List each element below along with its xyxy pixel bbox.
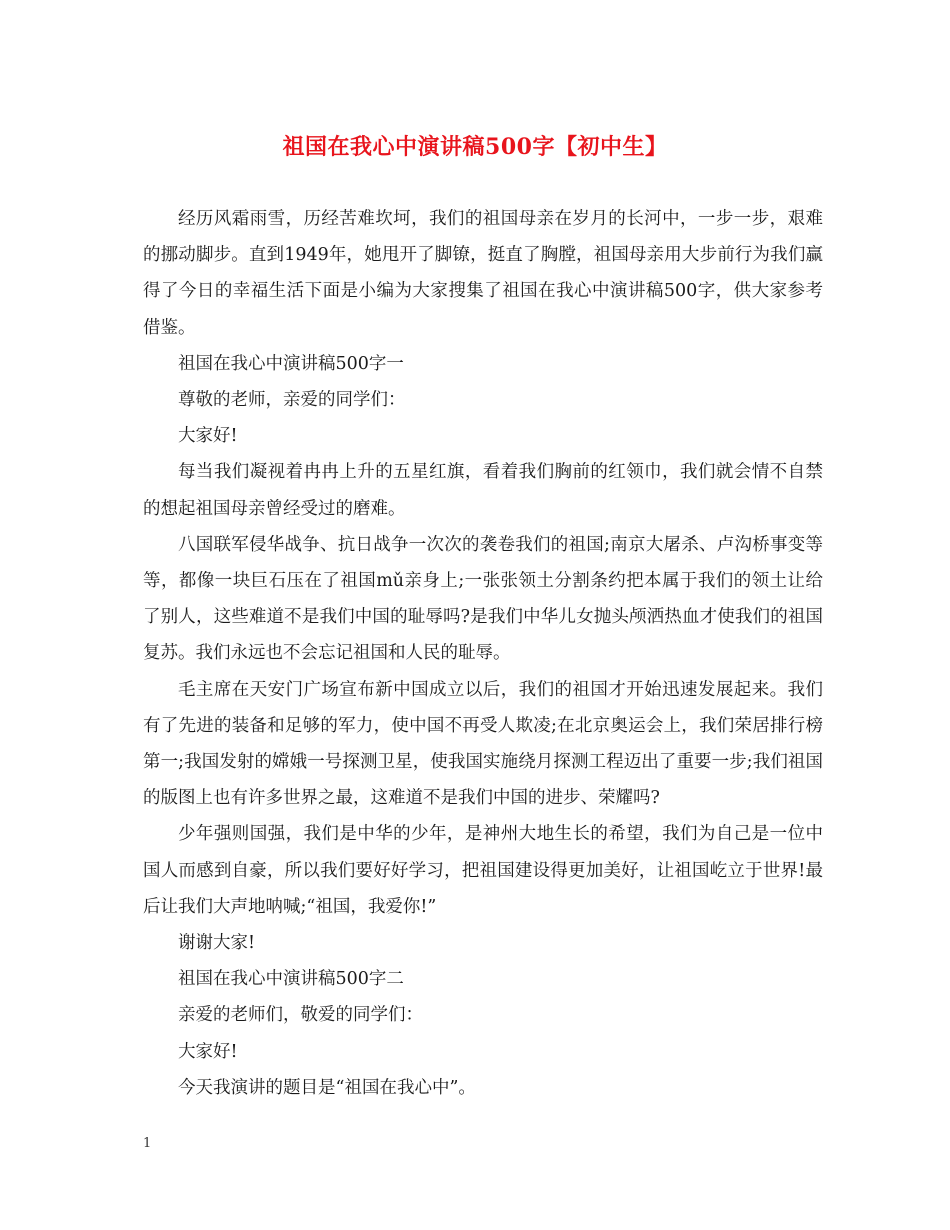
page-number: 1	[143, 1136, 152, 1151]
body-paragraph: 今天我演讲的题目是“祖国在我心中”。	[178, 1077, 476, 1098]
salutation-line: 亲爱的老师们，敬爱的同学们：	[178, 1005, 423, 1026]
section-heading-one: 祖国在我心中演讲稿500字一	[178, 353, 404, 374]
section-heading-two: 祖国在我心中演讲稿500字二	[178, 969, 404, 990]
body-paragraph: 毛主席在天安门广场宣布新中国成立以后，我们的祖国才开始迅速发展起来。我们有了先进的装备和足够的军力，使中国不再受人欺凌;在北京奥运会上，我们荣居排行榜第一;我国发射的嫦娥一号探测卫星，使我国实施绕月探测工程迈出了重要一步;我们祖国的版图上也有许多世界之最，这难道不是我们中国的进步、荣耀吗?	[143, 679, 823, 809]
body-paragraph: 八国联军侵华战争、抗日战争一次次的袭卷我们的祖国;南京大屠杀、卢沟桥事变等等，都像一块巨石压在了祖国mǔ亲身上;一张张领土分割条约把本属于我们的领土让给了别人，这些难道不是我们中国的耻辱吗?是我们中华儿女抛头颅洒热血才使我们的祖国复苏。我们永远也不会忘记祖国和人民的耻辱。	[143, 534, 823, 664]
document-body	[143, 201, 823, 1106]
salutation-line: 尊敬的老师，亲爱的同学们：	[178, 390, 406, 411]
greeting-line: 大家好!	[178, 1041, 238, 1062]
body-paragraph: 少年强则国强，我们是中华的少年，是神州大地生长的希望，我们为自己是一位中国人而感到自豪，所以我们要好好学习，把祖国建设得更加美好，让祖国屹立于世界!最后让我们大声地呐喊;“祖国，我爱你!”	[143, 824, 823, 917]
greeting-line: 大家好!	[178, 426, 238, 447]
document-title: 祖国在我心中演讲稿500字【初中生】	[282, 134, 668, 160]
intro-paragraph: 经历风霜雨雪，历经苦难坎坷，我们的祖国母亲在岁月的长河中，一步一步，艰难的挪动脚步。直到1949年，她甩开了脚镣，挺直了胸膛，祖国母亲用大步前行为我们赢得了今日的幸福生活下面是小编为大家搜集了祖国在我心中演讲稿500字，供大家参考借鉴。	[143, 209, 823, 338]
body-paragraph: 每当我们凝视着冉冉上升的五星红旗，看着我们胸前的红领巾，我们就会情不自禁的想起祖国母亲曾经受过的磨难。	[143, 462, 823, 519]
closing-line: 谢谢大家!	[178, 933, 256, 954]
